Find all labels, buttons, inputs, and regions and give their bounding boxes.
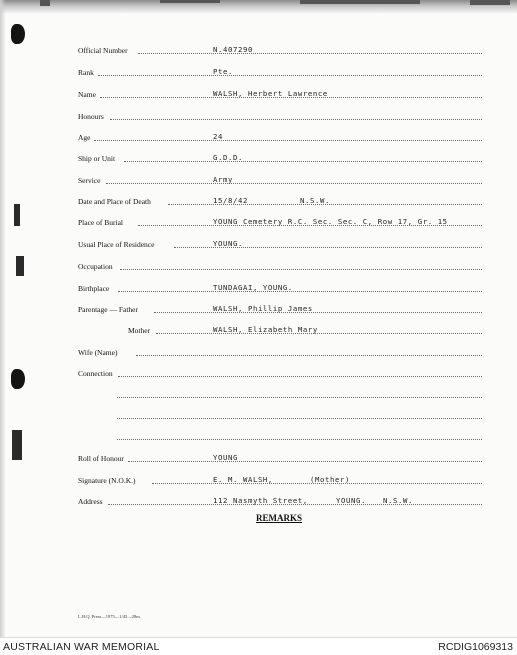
wife-row — [78, 344, 482, 357]
binding-tear — [12, 430, 22, 460]
field-label: Ship or Unit — [78, 154, 116, 163]
connection-continuation-line — [117, 428, 482, 441]
mother-row — [128, 322, 482, 335]
printer-footnote: L.H.Q. Press—1975—1/45—28m. — [78, 614, 141, 619]
ship-or-unit-value: G.D.D. — [213, 153, 243, 162]
address-row — [78, 493, 482, 506]
connection-continuation-line — [117, 386, 482, 399]
punch-hole — [11, 369, 25, 389]
father-value: WALSH, Phillip James — [213, 304, 313, 313]
name-value: WALSH, Herbert Lawrence — [213, 89, 328, 98]
dotted-line — [118, 291, 482, 292]
field-label: Place of Burial — [78, 218, 123, 227]
address-state-value: N.S.W. — [383, 496, 413, 505]
field-label: Usual Place of Residence — [78, 240, 155, 249]
field-label: Date and Place of Death — [78, 197, 151, 206]
signature-value: E. M. WALSH, — [213, 475, 273, 484]
scan-left-edge — [0, 0, 6, 637]
rank-value: Pte. — [213, 67, 233, 76]
signature-row — [78, 472, 482, 485]
mother-value: WALSH, Elizabeth Mary — [213, 325, 318, 334]
official-number-value: N.407290 — [213, 45, 253, 54]
dotted-line — [98, 75, 482, 76]
father-row — [78, 301, 482, 314]
age-value: 24 — [213, 132, 223, 141]
field-label: Connection — [78, 369, 113, 378]
scan-top-edge — [0, 0, 517, 14]
address-town-value: YOUNG. — [336, 496, 366, 505]
field-label: Name — [78, 90, 96, 99]
field-label: Wife (Name) — [78, 348, 118, 357]
connection-row — [78, 365, 482, 378]
binding-tear — [16, 256, 24, 276]
dotted-line — [128, 461, 482, 462]
dotted-line — [117, 397, 482, 398]
name-row — [78, 86, 482, 99]
dotted-line — [94, 140, 482, 141]
birthplace-row — [78, 280, 482, 293]
field-label: Service — [78, 176, 101, 185]
field-label: Official Number — [78, 46, 128, 55]
field-label: Address — [78, 497, 103, 506]
official-number-row — [78, 42, 482, 55]
death-date-value: 15/8/42 — [213, 196, 248, 205]
ship-or-unit-row — [78, 150, 482, 163]
signature-relation: (Mother) — [310, 475, 350, 484]
field-label: Roll of Honour — [78, 454, 124, 463]
dotted-line — [117, 418, 482, 419]
field-label: Mother — [128, 326, 151, 335]
connection-continuation-line — [117, 407, 482, 420]
dotted-line — [120, 269, 482, 270]
occupation-row — [78, 258, 482, 271]
roll-of-honour-row — [78, 450, 482, 463]
scan-speck — [40, 0, 50, 6]
dotted-line — [156, 333, 482, 334]
address-street-value: 112 Nasmyth Street, — [213, 496, 308, 505]
dotted-line — [124, 161, 482, 162]
dotted-line — [106, 183, 482, 184]
field-label: Occupation — [78, 262, 113, 271]
rank-row — [78, 64, 482, 77]
field-label: Parentage — Father — [78, 305, 138, 314]
dotted-line — [136, 355, 482, 356]
remarks-heading: REMARKS — [256, 513, 303, 523]
field-label: Signature (N.O.K.) — [78, 476, 136, 485]
binding-tear — [14, 204, 20, 226]
field-label: Age — [78, 133, 91, 142]
scan-speck — [160, 0, 220, 3]
dotted-line — [117, 439, 482, 440]
birthplace-value: TUNDAGAI, YOUNG. — [213, 283, 293, 292]
dotted-line — [138, 53, 482, 54]
roll-of-honour-value: YOUNG — [213, 453, 238, 462]
punch-hole — [11, 24, 25, 44]
dotted-line — [110, 119, 482, 120]
scan-speck — [470, 0, 510, 5]
death-place-value: N.S.W. — [300, 196, 330, 205]
service-value: Army — [213, 175, 233, 184]
dotted-line — [118, 376, 482, 377]
burial-row — [78, 214, 482, 227]
honours-row — [78, 108, 482, 121]
field-label: Rank — [78, 68, 94, 77]
field-label: Honours — [78, 112, 104, 121]
service-row — [78, 172, 482, 185]
archive-name: AUSTRALIAN WAR MEMORIAL — [3, 641, 160, 653]
field-label: Birthplace — [78, 284, 110, 293]
scan-speck — [300, 0, 420, 4]
burial-value: YOUNG Cemetery R.C. Sec. Sec. C, Row 17, Gr. 15 — [213, 217, 448, 226]
residence-value: YOUNG. — [213, 239, 243, 248]
record-id: RCDIG1069313 — [438, 641, 513, 653]
age-row — [78, 129, 482, 142]
death-row — [78, 193, 482, 206]
residence-row — [78, 236, 482, 249]
archive-footer — [0, 637, 517, 655]
dotted-line — [154, 312, 482, 313]
